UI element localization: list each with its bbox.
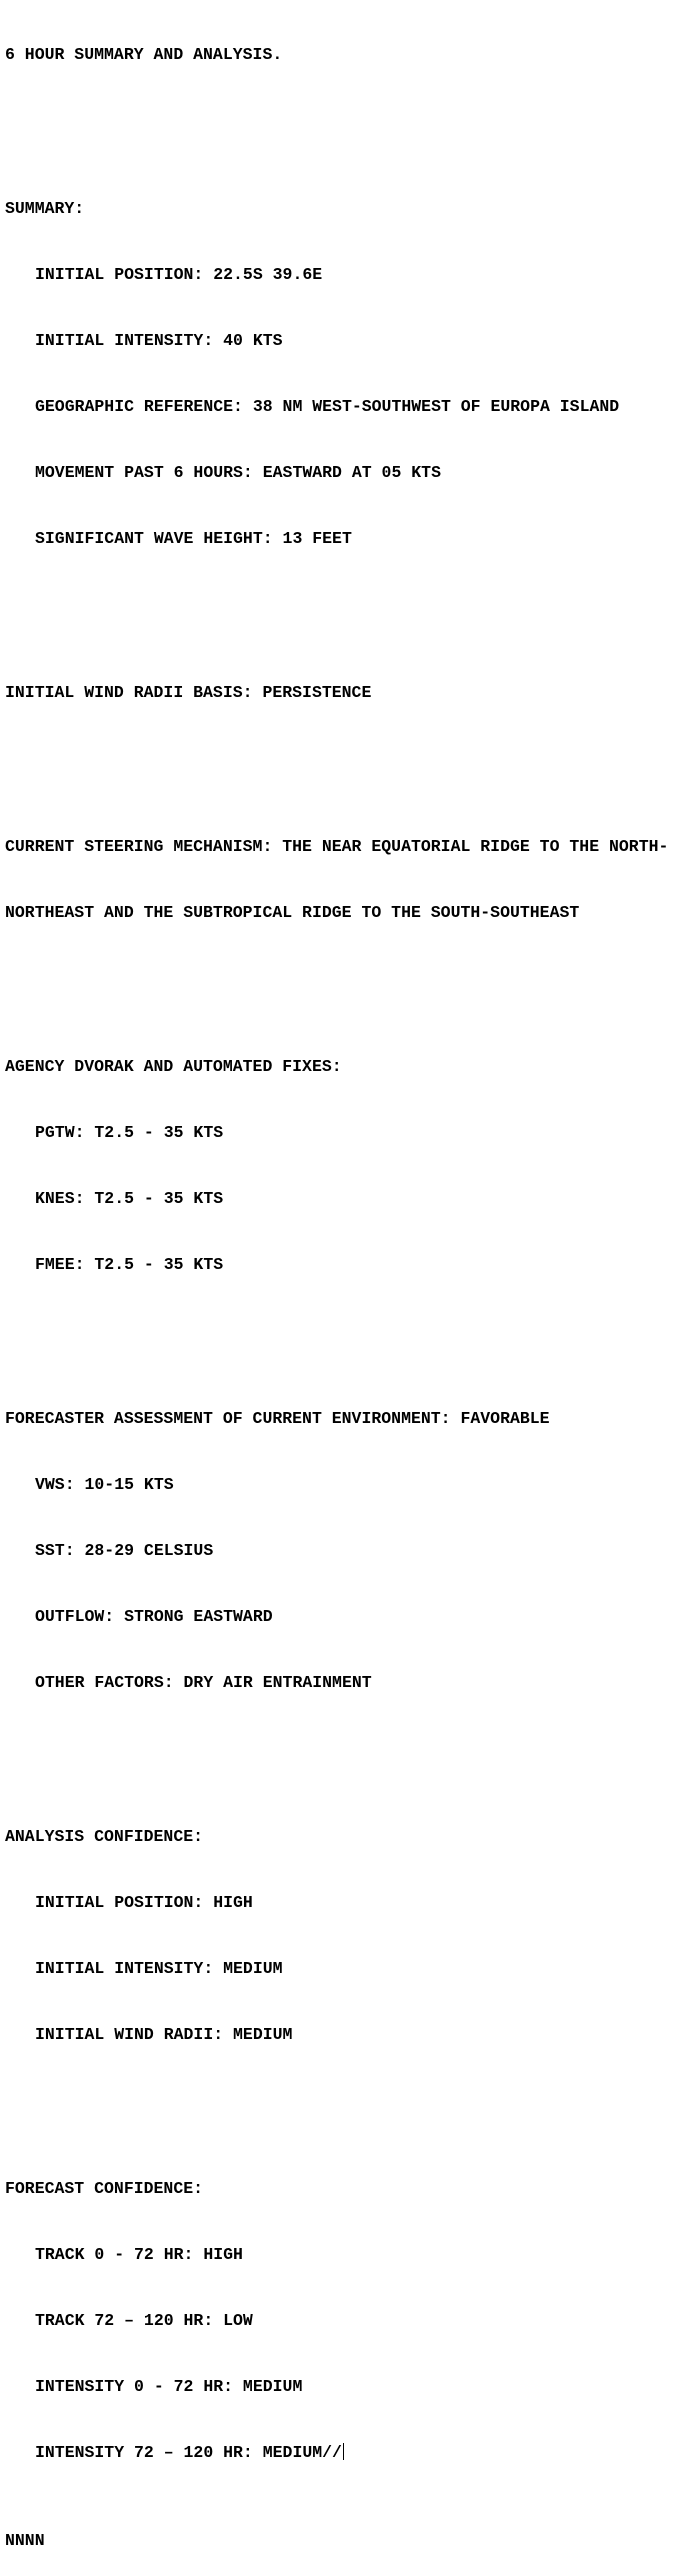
environment-header: FORECASTER ASSESSMENT OF CURRENT ENVIRONMENT: FAVORABLE — [5, 1409, 550, 1428]
blank-line — [5, 1738, 681, 1760]
bulletin-footer: NNNN — [5, 2531, 45, 2550]
blank-line — [5, 1320, 681, 1342]
blank-line — [5, 2090, 681, 2112]
environment-item: OUTFLOW: STRONG EASTWARD — [35, 1607, 273, 1626]
summary-header: SUMMARY: — [5, 199, 85, 218]
analysis-confidence-item: INITIAL INTENSITY: MEDIUM — [35, 1959, 283, 1978]
fix-item: PGTW: T2.5 - 35 KTS — [35, 1123, 224, 1142]
blank-line — [5, 748, 681, 770]
analysis-confidence-item: INITIAL WIND RADII: MEDIUM — [35, 2025, 293, 2044]
analysis-confidence-header: ANALYSIS CONFIDENCE: — [5, 1827, 204, 1846]
forecast-confidence-item: INTENSITY 72 – 120 HR: MEDIUM// — [35, 2443, 342, 2462]
fix-item: KNES: T2.5 - 35 KTS — [35, 1189, 224, 1208]
initial-intensity: INITIAL INTENSITY: 40 KTS — [35, 331, 283, 350]
bulletin-title: 6 HOUR SUMMARY AND ANALYSIS. — [5, 45, 283, 64]
geographic-reference: GEOGRAPHIC REFERENCE: 38 NM WEST-SOUTHWEST OF EUROPA ISLAND — [35, 397, 620, 416]
movement: MOVEMENT PAST 6 HOURS: EASTWARD AT 05 KTS — [35, 463, 441, 482]
forecast-confidence-header: FORECAST CONFIDENCE: — [5, 2179, 204, 2198]
forecast-confidence-item: TRACK 72 – 120 HR: LOW — [35, 2311, 253, 2330]
initial-position: INITIAL POSITION: 22.5S 39.6E — [35, 265, 323, 284]
blank-line — [5, 968, 681, 990]
blank-line — [5, 110, 681, 132]
steering-line-1: CURRENT STEERING MECHANISM: THE NEAR EQUATORIAL RIDGE TO THE NORTH- — [5, 837, 669, 856]
blank-line — [5, 594, 681, 616]
wave-height: SIGNIFICANT WAVE HEIGHT: 13 FEET — [35, 529, 352, 548]
fixes-header: AGENCY DVORAK AND AUTOMATED FIXES: — [5, 1057, 342, 1076]
analysis-confidence-item: INITIAL POSITION: HIGH — [35, 1893, 253, 1912]
wind-radii-basis: INITIAL WIND RADII BASIS: PERSISTENCE — [5, 683, 372, 702]
forecast-confidence-last — [5, 2442, 681, 2464]
forecast-confidence-item: INTENSITY 0 - 72 HR: MEDIUM — [35, 2377, 303, 2396]
text-cursor[interactable] — [343, 2443, 344, 2460]
environment-item: VWS: 10-15 KTS — [35, 1475, 174, 1494]
environment-item: OTHER FACTORS: DRY AIR ENTRAINMENT — [35, 1673, 372, 1692]
steering-line-2: NORTHEAST AND THE SUBTROPICAL RIDGE TO THE SOUTH-SOUTHEAST — [5, 903, 580, 922]
environment-item: SST: 28-29 CELSIUS — [35, 1541, 214, 1560]
bulletin-text — [5, 0, 681, 2574]
forecast-confidence-item: TRACK 0 - 72 HR: HIGH — [35, 2245, 243, 2264]
fix-item: FMEE: T2.5 - 35 KTS — [35, 1255, 224, 1274]
